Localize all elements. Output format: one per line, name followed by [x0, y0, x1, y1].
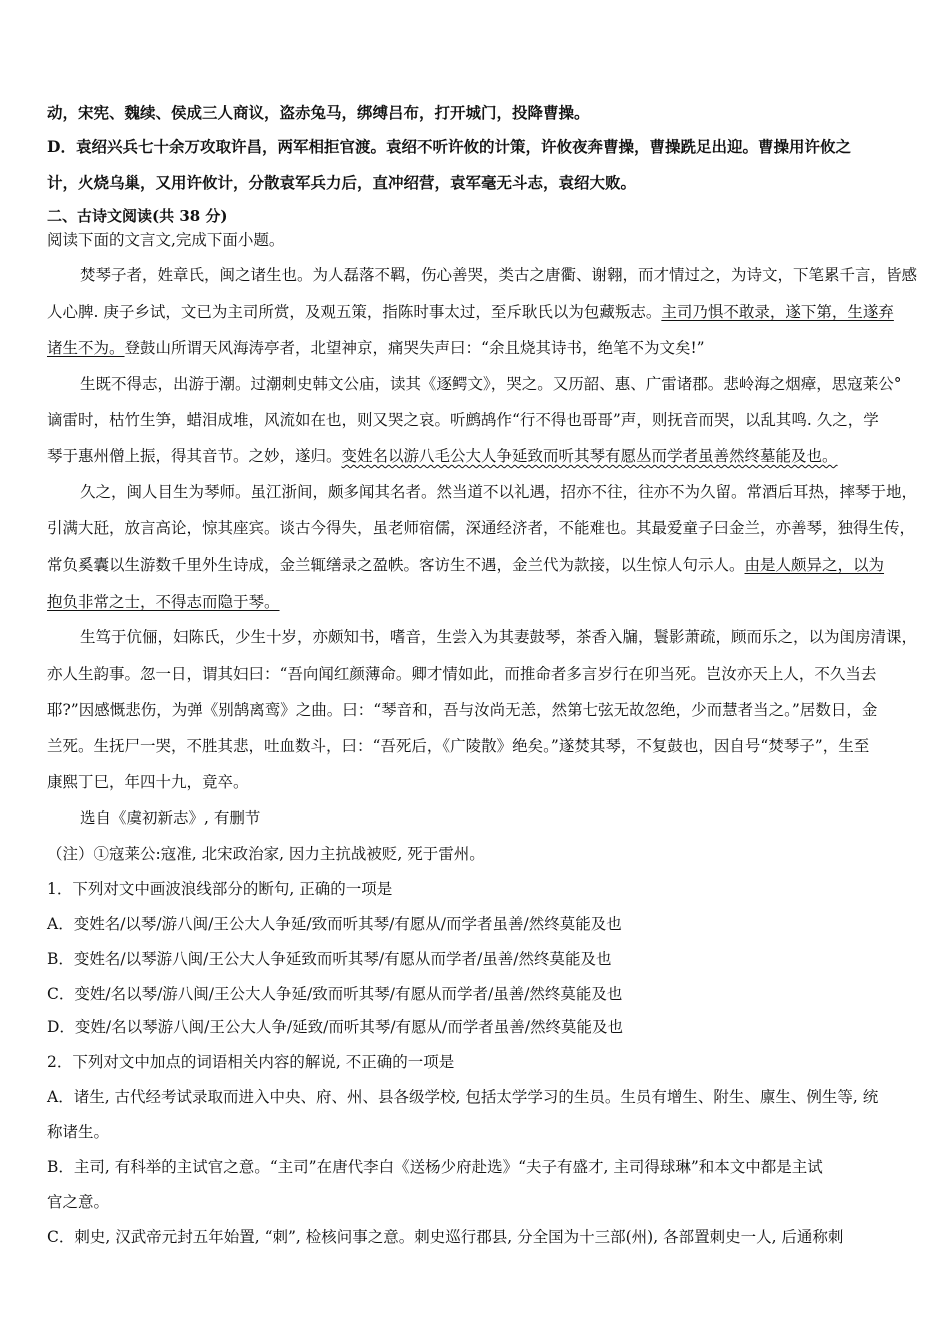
- passage-line: 康熙丁巳，年四十九，竟卒。: [47, 773, 249, 791]
- passage-line: 久之，闽人目生为琴师。虽江浙间，颇多闻其名者。然当道不以礼遇，招亦不往，往亦不为久留。常酒后耳热，摔琴于地，: [80, 483, 918, 501]
- question-2-option-c-line1: C．刺史, 汉武帝元封五年始置, “刺”, 检核问事之意。刺史巡行郡县, 分全国为十三部(州), 各部置刺史一人, 后通称刺: [47, 1228, 844, 1246]
- section-instruction: 阅读下面的文言文,完成下面小题。: [47, 231, 285, 249]
- passage-source: 选自《虞初新志》, 有删节: [80, 809, 261, 827]
- question-1-option-b: B．变姓名/以琴游八闽/王公大人争延致而听其琴/有愿从而学者/虽善/然终莫能及也: [47, 950, 612, 968]
- underlined-sentence: 抱负非常之士，不得志而隐于琴。: [47, 593, 280, 611]
- passage-line: 引满大瓩，放言高论，惊其座宾。谈古今得失，虽老师宿儒，深通经济者，不能难也。其最爱童子曰金兰，亦善琴，独得生传，: [47, 519, 916, 537]
- underlined-sentence: 主司乃惧不敢录，遂下第，生遂弃: [661, 303, 894, 321]
- underlined-sentence: 由是人颇异之，以为: [744, 556, 885, 574]
- question-1-option-a: A．变姓名/以琴/游八闽/王公大人争延/致而听其琴/有愿从/而学者虽善/然终莫能及也: [47, 915, 622, 933]
- section-heading: 二、古诗文阅读(共 38 分): [47, 207, 228, 225]
- question-2-option-b-line1: B．主司, 有科举的主试官之意。“主司”在唐代李白《送杨少府赴选》“夫子有盛才, 主司得球琳”和本文中都是主试: [47, 1158, 823, 1176]
- wavy-underlined-sentence: 变姓名以游八毛公大人争延致而听其琴有愿丛而学者虽善然终墓能及也。: [341, 447, 838, 465]
- prev-question-line: 动，宋宪、魏续、侯成三人商议，盗赤兔马，绑缚吕布，打开城门，投降曹操。: [47, 103, 590, 122]
- question-1-stem: 1．下列对文中画波浪线部分的断句, 正确的一项是: [47, 880, 393, 898]
- passage-line: [47, 446, 838, 466]
- question-2-option-a-line2: 称诸生。: [47, 1123, 110, 1141]
- passage-line: 生既不得志，出游于潮。过潮刺史韩文公庙，读其《逐鳄文》，哭之。又历韶、惠、广雷诸郡。悲岭海之烟瘴，思寇莱公°: [80, 375, 902, 393]
- passage-line: 耶?”因感慨悲伤，为弹《别鹄离鸾》之曲。曰：“琴音和，吾与汝尚无恙，然第七弦无故忽绝，少而慧者当之。”居数日，金: [47, 701, 878, 719]
- passage-line: 焚琴子者，姓章氏，闽之诸生也。为人磊落不羁，伤心善哭，类古之唐衢、谢翱，而才情过之，为诗文，下笔累千言，皆感: [80, 266, 918, 284]
- question-2-stem: 2．下列对文中加点的词语相关内容的解说, 不正确的一项是: [47, 1053, 455, 1071]
- passage-line: 谪雷时，枯竹生笋，蜡泪成堆，风流如在也，则又哭之哀。听鹧鸪作“行不得也哥哥”声，则抚音而哭，以乱其鸣. 久之，学: [47, 411, 879, 429]
- question-2-option-b-line2: 官之意。: [47, 1193, 110, 1211]
- passage-line: [47, 555, 884, 575]
- passage-line: 兰死。生抚尸一哭，不胜其悲，吐血数斗，曰：“吾死后，《广陵散》绝矣。”遂焚其琴，不复鼓也，因自号“焚琴子”，生至: [47, 737, 870, 755]
- passage-text: 人心脾. 庚子乡试，文已为主司所赏，及观五策，指陈时事太过，至斥耿氏以为包藏叛志。: [47, 303, 662, 321]
- passage-text: 登鼓山所谓天风海涛亭者，北望神京，痛哭失声曰：“余且烧其诗书，绝笔不为文矣!”: [124, 339, 705, 357]
- passage-line: 亦人生韵事。忽一日，谓其妇曰：“吾向闻红颜薄命。卿才情如此，而推命者多言岁行在卯当死。岂汝亦天上人，不久当去: [47, 665, 877, 683]
- passage-line: [47, 338, 705, 358]
- underlined-sentence: 诸生不为。: [47, 339, 125, 357]
- question-1-option-d: D．变姓/名以琴游八闽/王公大人争/延致/而听其琴/有愿从/而学者虽善/然终莫能及也: [47, 1018, 623, 1036]
- passage-text: 琴于惠州僧上振，得其音节。之妙，遂归。: [47, 447, 342, 465]
- passage-line: 生笃于伉俪，妇陈氏，少生十岁，亦颇知书，嗜音，生尝入为其妻鼓琴，茶香入牖，鬟影萧疏，顾而乐之，以为闺房清课，: [80, 628, 918, 646]
- prev-option-d-line1: D．袁绍兴兵七十余万攻取许昌，两军相拒官渡。袁绍不听许攸的计策，许攸夜奔曹操，曹操跣足出迎。曹操用许攸之: [47, 137, 851, 156]
- passage-text: 常负奚囊以生游数千里外生诗成，金兰辄缮录之盈帙。客访生不遇，金兰代为款接，以生惊人句示人。: [47, 556, 745, 574]
- question-2-option-a-line1: A．诸生, 古代经考试录取而进入中央、府、州、县各级学校, 包括太学学习的生员。生员有增生、附生、廪生、例生等, 统: [47, 1088, 879, 1106]
- passage-line: [47, 302, 894, 322]
- passage-note: （注）①寇莱公:寇准, 北宋政治家, 因力主抗战被贬, 死于雷州。: [47, 845, 485, 863]
- passage-line: [47, 592, 280, 612]
- question-1-option-c: C．变姓/名以琴/游八闽/王公大人争延/致而听其琴/有愿从而学者/虽善/然终莫能及也: [47, 985, 623, 1003]
- prev-option-d-line2: 计，火烧乌巢，又用许攸计，分散袁军兵力后，直冲绍营，袁军毫无斗志，袁绍大败。: [47, 173, 637, 192]
